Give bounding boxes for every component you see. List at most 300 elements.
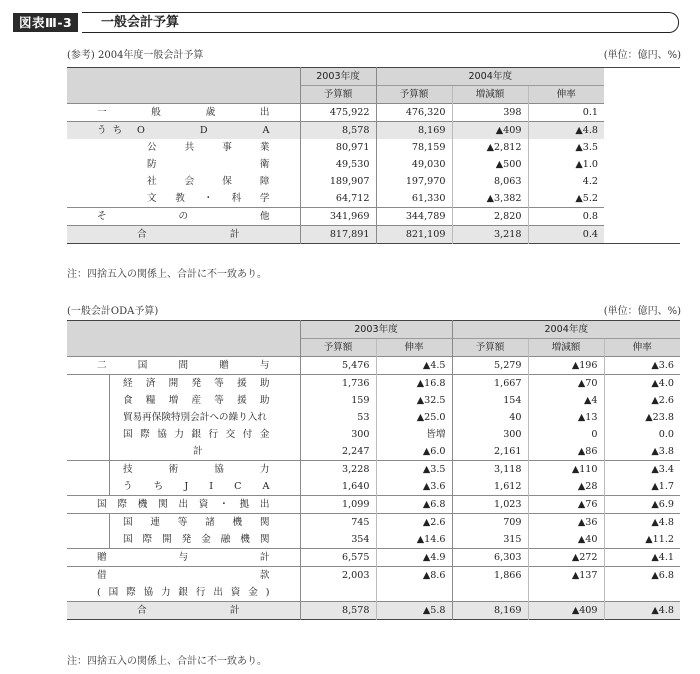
row-label-cell bbox=[67, 190, 300, 208]
cell-a: 300 bbox=[300, 426, 376, 443]
label-char: 技 bbox=[123, 464, 133, 475]
label-char: 協 bbox=[143, 587, 154, 598]
cell-c: 1,023 bbox=[452, 496, 528, 514]
row-label-cell bbox=[67, 496, 300, 514]
label-char: そ bbox=[97, 211, 107, 222]
row-label-cell bbox=[67, 409, 300, 426]
table-row bbox=[67, 549, 680, 567]
row-label-cell bbox=[67, 208, 300, 226]
oda-budget-table bbox=[67, 320, 680, 620]
table-row bbox=[67, 478, 680, 496]
row-label bbox=[147, 139, 270, 156]
table2-head-2004: 2004年度 bbox=[452, 321, 680, 339]
label-char: 事 bbox=[222, 142, 232, 153]
row-label-cell bbox=[67, 602, 300, 620]
table-row bbox=[67, 602, 680, 620]
cell-a: 2,247 bbox=[300, 443, 376, 461]
row-label bbox=[137, 226, 240, 243]
label-char: 与 bbox=[259, 360, 270, 371]
cell-e: ▲6.8 bbox=[604, 567, 680, 585]
table-row bbox=[67, 531, 680, 549]
row-label-cell bbox=[67, 531, 300, 549]
table-row bbox=[67, 584, 680, 602]
row-label-cell bbox=[67, 357, 300, 375]
row-prefix: うち bbox=[97, 125, 129, 136]
table2-col-budget-2004: 予算額 bbox=[452, 339, 528, 357]
row-label bbox=[123, 514, 270, 531]
row-label bbox=[137, 122, 270, 139]
cell-b: ▲4.9 bbox=[376, 549, 452, 567]
row-label-cell bbox=[67, 514, 300, 532]
label-char: 援 bbox=[237, 378, 247, 389]
label-char: 助 bbox=[259, 378, 270, 389]
cell-change: ▲2,812 bbox=[452, 139, 528, 156]
row-label bbox=[137, 602, 240, 619]
label-char: 合 bbox=[137, 229, 147, 240]
cell-d: ▲13 bbox=[528, 409, 604, 426]
row-label-cell bbox=[67, 156, 300, 173]
cell-b bbox=[376, 584, 452, 602]
cell-e: ▲6.9 bbox=[604, 496, 680, 514]
row-label: 計 bbox=[193, 446, 203, 457]
cell-b: ▲25.0 bbox=[376, 409, 452, 426]
cell-c: 315 bbox=[452, 531, 528, 549]
label-char: 連 bbox=[150, 517, 160, 528]
cell-e: ▲4.8 bbox=[604, 602, 680, 620]
cell-rate: ▲4.8 bbox=[528, 122, 604, 140]
cell-e: ▲3.6 bbox=[604, 357, 680, 375]
label-char: の bbox=[178, 211, 189, 222]
label-char: 力 bbox=[174, 429, 184, 440]
label-char: 際 bbox=[142, 534, 153, 545]
cell-d: ▲70 bbox=[528, 375, 604, 393]
cell-rate: 0.1 bbox=[528, 104, 604, 122]
cell-b: ▲2.6 bbox=[376, 514, 452, 532]
cell-c: 1,612 bbox=[452, 478, 528, 496]
table1-unit: (単位：億円、%) bbox=[603, 50, 681, 61]
label-char: 計 bbox=[229, 605, 240, 616]
label-char: 般 bbox=[151, 107, 161, 118]
label-char: 出 bbox=[178, 499, 189, 510]
row-label bbox=[147, 173, 270, 190]
table-row bbox=[67, 357, 680, 375]
cell-e: ▲3.4 bbox=[604, 461, 680, 479]
label-char: O bbox=[137, 125, 145, 136]
row-label-cell bbox=[67, 567, 300, 585]
row-label-cell bbox=[67, 173, 300, 190]
label-char: 学 bbox=[259, 193, 270, 204]
label-char: 合 bbox=[137, 605, 147, 616]
cell-c: 8,169 bbox=[452, 602, 528, 620]
label-char: 関 bbox=[158, 499, 168, 510]
row-label bbox=[147, 156, 270, 173]
cell-v2003: 8,578 bbox=[300, 122, 376, 140]
label-char: 公 bbox=[147, 142, 157, 153]
cell-d: ▲86 bbox=[528, 443, 604, 461]
label-char: 歳 bbox=[205, 107, 216, 118]
cell-change: 8,063 bbox=[452, 173, 528, 190]
cell-a: 354 bbox=[300, 531, 376, 549]
label-char: 済 bbox=[145, 378, 156, 389]
label-char: 国 bbox=[97, 499, 107, 510]
cell-c: 5,279 bbox=[452, 357, 528, 375]
cell-e: ▲11.2 bbox=[604, 531, 680, 549]
cell-c: 40 bbox=[452, 409, 528, 426]
label-char: 諸 bbox=[205, 517, 215, 528]
cell-v2004: 821,109 bbox=[376, 226, 452, 244]
table2-note: 注：四捨五入の関係上、合計に不一致あり。 bbox=[67, 656, 267, 667]
label-char: 行 bbox=[195, 587, 206, 598]
cell-rate: ▲3.5 bbox=[528, 139, 604, 156]
table-row bbox=[67, 104, 680, 122]
cell-c: 300 bbox=[452, 426, 528, 443]
row-label-cell bbox=[67, 549, 300, 567]
label-char: 際 bbox=[126, 587, 136, 598]
table2-col-change: 増減額 bbox=[528, 339, 604, 357]
cell-b: ▲6.8 bbox=[376, 496, 452, 514]
label-char: 糧 bbox=[145, 395, 156, 406]
table1-col-change: 増減額 bbox=[452, 86, 528, 104]
cell-c bbox=[452, 584, 528, 602]
row-label: 貿易再保険特別会計への繰り入れ bbox=[123, 412, 267, 423]
cell-a: 5,476 bbox=[300, 357, 376, 375]
table-row bbox=[67, 226, 680, 244]
label-char: ・ bbox=[203, 193, 214, 204]
table-row bbox=[67, 461, 680, 479]
cell-rate: 4.2 bbox=[528, 173, 604, 190]
row-label-cell bbox=[67, 443, 300, 461]
label-char: 関 bbox=[259, 534, 270, 545]
table1-col-rate: 伸率 bbox=[528, 86, 604, 104]
cell-e: ▲23.8 bbox=[604, 409, 680, 426]
cell-b: ▲3.5 bbox=[376, 461, 452, 479]
cell-d: ▲110 bbox=[528, 461, 604, 479]
label-char: I bbox=[209, 481, 214, 492]
table1-col-budget-2004: 予算額 bbox=[376, 86, 452, 104]
label-char: C bbox=[234, 481, 242, 492]
cell-v2004: 78,159 bbox=[376, 139, 452, 156]
label-char: 機 bbox=[232, 517, 243, 528]
label-char: J bbox=[184, 481, 189, 492]
label-char: 機 bbox=[137, 499, 148, 510]
label-char: 防 bbox=[147, 159, 157, 170]
figure-number-tag: 図表Ⅲ-3 bbox=[13, 13, 78, 32]
row-label-cell bbox=[67, 392, 300, 409]
row-label bbox=[97, 549, 270, 566]
cell-e: 0.0 bbox=[604, 426, 680, 443]
cell-e: ▲4.1 bbox=[604, 549, 680, 567]
cell-d: ▲36 bbox=[528, 514, 604, 532]
label-char: ち bbox=[153, 481, 164, 492]
table-row bbox=[67, 208, 680, 226]
row-label-cell bbox=[67, 584, 300, 602]
label-char: 経 bbox=[123, 378, 133, 389]
cell-a: 8,578 bbox=[300, 602, 376, 620]
label-char: 社 bbox=[147, 176, 157, 187]
table-row bbox=[67, 496, 680, 514]
table1-caption: (参考) 2004年度一般会計予算 bbox=[67, 50, 204, 61]
cell-e: ▲1.7 bbox=[604, 478, 680, 496]
row-label bbox=[97, 208, 270, 225]
table2-header-row2 bbox=[67, 339, 680, 357]
label-char: 国 bbox=[108, 587, 119, 598]
label-char: 開 bbox=[168, 378, 179, 389]
label-char: 出 bbox=[259, 107, 270, 118]
table-row bbox=[67, 443, 680, 461]
label-char: D bbox=[199, 125, 208, 136]
cell-rate: 0.4 bbox=[528, 226, 604, 244]
table-row bbox=[67, 426, 680, 443]
cell-b: ▲32.5 bbox=[376, 392, 452, 409]
table-row bbox=[67, 375, 680, 393]
label-char: 共 bbox=[184, 142, 195, 153]
label-char: 付 bbox=[242, 429, 253, 440]
cell-c: 3,118 bbox=[452, 461, 528, 479]
label-char: 等 bbox=[214, 395, 224, 406]
label-char: 際 bbox=[117, 499, 127, 510]
label-char: 協 bbox=[157, 429, 167, 440]
cell-a: 1,099 bbox=[300, 496, 376, 514]
label-char: 計 bbox=[229, 229, 240, 240]
label-char: 機 bbox=[240, 534, 250, 545]
label-char: ) bbox=[265, 587, 270, 598]
table-row bbox=[67, 409, 680, 426]
label-char: 拠 bbox=[239, 499, 250, 510]
label-char: 国 bbox=[123, 534, 133, 545]
cell-a: 2,003 bbox=[300, 567, 376, 585]
table-row bbox=[67, 392, 680, 409]
label-char: ・ bbox=[219, 499, 229, 510]
cell-rate: ▲1.0 bbox=[528, 156, 604, 173]
table1-head-2004: 2004年度 bbox=[376, 68, 604, 86]
row-label bbox=[123, 531, 270, 548]
cell-change: ▲409 bbox=[452, 122, 528, 140]
cell-d: ▲28 bbox=[528, 478, 604, 496]
row-label-cell bbox=[67, 226, 300, 244]
label-char: 金 bbox=[259, 429, 270, 440]
figure-title: 一般会計予算 bbox=[101, 15, 180, 30]
cell-change: ▲3,382 bbox=[452, 190, 528, 208]
label-char: 力 bbox=[259, 464, 270, 475]
label-char: 発 bbox=[181, 534, 192, 545]
label-char: 借 bbox=[97, 570, 107, 581]
cell-v2003: 475,922 bbox=[300, 104, 376, 122]
table2-col-rate-2003: 伸率 bbox=[376, 339, 452, 357]
row-label-cell bbox=[67, 478, 300, 496]
cell-change: 3,218 bbox=[452, 226, 528, 244]
cell-a: 159 bbox=[300, 392, 376, 409]
row-label bbox=[123, 375, 270, 392]
row-label-cell bbox=[67, 426, 300, 443]
cell-change: ▲500 bbox=[452, 156, 528, 173]
label-char: 融 bbox=[220, 534, 231, 545]
label-char: 出 bbox=[213, 587, 223, 598]
table-row bbox=[67, 156, 680, 173]
cell-v2003: 817,891 bbox=[300, 226, 376, 244]
figure-header bbox=[13, 12, 684, 34]
label-char: 国 bbox=[137, 360, 148, 371]
label-char: 等 bbox=[214, 378, 224, 389]
cell-c: 709 bbox=[452, 514, 528, 532]
cell-d bbox=[528, 584, 604, 602]
label-char: ( bbox=[97, 587, 101, 598]
table-row bbox=[67, 514, 680, 532]
general-account-budget-table bbox=[67, 67, 680, 244]
label-char: 資 bbox=[230, 587, 241, 598]
cell-e bbox=[604, 584, 680, 602]
cell-d: 0 bbox=[528, 426, 604, 443]
row-label bbox=[123, 426, 270, 443]
cell-a: 6,575 bbox=[300, 549, 376, 567]
label-char: 産 bbox=[191, 395, 202, 406]
cell-v2004: 61,330 bbox=[376, 190, 452, 208]
label-char: 助 bbox=[259, 395, 270, 406]
label-char: 行 bbox=[208, 429, 219, 440]
table-row bbox=[67, 173, 680, 190]
cell-v2003: 64,712 bbox=[300, 190, 376, 208]
label-char: 発 bbox=[191, 378, 202, 389]
row-label-cell bbox=[67, 122, 300, 140]
cell-c: 6,303 bbox=[452, 549, 528, 567]
label-char: 協 bbox=[214, 464, 224, 475]
label-char: う bbox=[123, 481, 133, 492]
cell-v2004: 49,030 bbox=[376, 156, 452, 173]
cell-b: ▲8.6 bbox=[376, 567, 452, 585]
cell-e: ▲4.0 bbox=[604, 375, 680, 393]
label-char: 障 bbox=[259, 176, 270, 187]
table2-head-2003: 2003年度 bbox=[300, 321, 452, 339]
label-char: 計 bbox=[259, 552, 270, 563]
cell-v2004: 197,970 bbox=[376, 173, 452, 190]
label-char: 二 bbox=[97, 360, 107, 371]
cell-v2004: 344,789 bbox=[376, 208, 452, 226]
label-char: 出 bbox=[259, 499, 270, 510]
table2-unit: (単位：億円、%) bbox=[603, 306, 681, 317]
label-char: 款 bbox=[259, 570, 270, 581]
cell-a: 1,736 bbox=[300, 375, 376, 393]
cell-v2003: 80,971 bbox=[300, 139, 376, 156]
label-char: 際 bbox=[140, 429, 150, 440]
table1-col-budget-2003: 予算額 bbox=[300, 86, 376, 104]
label-char: 他 bbox=[259, 211, 270, 222]
cell-c: 1,866 bbox=[452, 567, 528, 585]
row-label bbox=[123, 478, 270, 495]
cell-a: 1,640 bbox=[300, 478, 376, 496]
label-char: 交 bbox=[225, 429, 236, 440]
cell-a: 745 bbox=[300, 514, 376, 532]
label-char: 力 bbox=[160, 587, 171, 598]
cell-c: 1,667 bbox=[452, 375, 528, 393]
row-label bbox=[123, 461, 270, 478]
cell-d: ▲196 bbox=[528, 357, 604, 375]
label-char: 科 bbox=[231, 193, 242, 204]
row-label-cell bbox=[67, 461, 300, 479]
cell-d: ▲40 bbox=[528, 531, 604, 549]
cell-rate: 0.8 bbox=[528, 208, 604, 226]
cell-v2004: 8,169 bbox=[376, 122, 452, 140]
label-char: A bbox=[262, 481, 270, 492]
cell-a bbox=[300, 584, 376, 602]
label-char: 贈 bbox=[219, 360, 229, 371]
table2-header-row1 bbox=[67, 321, 680, 339]
label-char: 資 bbox=[198, 499, 209, 510]
table-row bbox=[67, 139, 680, 156]
cell-c: 2,161 bbox=[452, 443, 528, 461]
label-char: 与 bbox=[178, 552, 189, 563]
label-char: 保 bbox=[222, 176, 232, 187]
cell-change: 398 bbox=[452, 104, 528, 122]
row-label bbox=[147, 190, 270, 207]
row-label-cell bbox=[67, 139, 300, 156]
cell-b: ▲14.6 bbox=[376, 531, 452, 549]
cell-b: ▲5.8 bbox=[376, 602, 452, 620]
label-char: 金 bbox=[248, 587, 258, 598]
row-label bbox=[123, 392, 270, 409]
table2-col-budget-2003: 予算額 bbox=[300, 339, 376, 357]
cell-v2003: 341,969 bbox=[300, 208, 376, 226]
label-char: 衛 bbox=[259, 159, 270, 170]
label-char: 等 bbox=[177, 517, 188, 528]
label-char: 会 bbox=[184, 176, 195, 187]
label-char: 国 bbox=[123, 429, 133, 440]
cell-d: ▲137 bbox=[528, 567, 604, 585]
cell-b: 皆増 bbox=[376, 426, 452, 443]
cell-rate: ▲5.2 bbox=[528, 190, 604, 208]
table2-caption: (一般会計ODA予算) bbox=[67, 306, 159, 317]
row-label bbox=[97, 567, 270, 584]
row-label bbox=[97, 496, 270, 513]
label-char: 間 bbox=[178, 360, 189, 371]
cell-c: 154 bbox=[452, 392, 528, 409]
cell-v2003: 189,907 bbox=[300, 173, 376, 190]
cell-d: ▲272 bbox=[528, 549, 604, 567]
row-label bbox=[97, 357, 270, 374]
cell-v2003: 49,530 bbox=[300, 156, 376, 173]
label-char: 増 bbox=[168, 395, 179, 406]
table-row bbox=[67, 567, 680, 585]
label-char: 援 bbox=[237, 395, 247, 406]
table1-note: 注：四捨五入の関係上、合計に不一致あり。 bbox=[67, 269, 267, 280]
table1-header-row1 bbox=[67, 68, 680, 86]
row-label bbox=[97, 104, 270, 121]
label-char: 一 bbox=[97, 107, 107, 118]
cell-d: ▲76 bbox=[528, 496, 604, 514]
cell-e: ▲4.8 bbox=[604, 514, 680, 532]
row-label-cell bbox=[67, 375, 300, 393]
label-char: 銀 bbox=[191, 429, 202, 440]
cell-v2004: 476,320 bbox=[376, 104, 452, 122]
label-char: 開 bbox=[162, 534, 172, 545]
cell-a: 3,228 bbox=[300, 461, 376, 479]
cell-change: 2,820 bbox=[452, 208, 528, 226]
label-char: 銀 bbox=[178, 587, 189, 598]
label-char: 金 bbox=[201, 534, 211, 545]
label-char: 文 bbox=[147, 193, 157, 204]
table-row bbox=[67, 190, 680, 208]
cell-b: ▲16.8 bbox=[376, 375, 452, 393]
cell-e: ▲3.8 bbox=[604, 443, 680, 461]
cell-a: 53 bbox=[300, 409, 376, 426]
table1-header-row2 bbox=[67, 86, 680, 104]
label-char: 術 bbox=[168, 464, 179, 475]
table1-head-2003: 2003年度 bbox=[300, 68, 376, 86]
cell-e: ▲2.6 bbox=[604, 392, 680, 409]
label-char: 贈 bbox=[97, 552, 107, 563]
cell-b: ▲6.0 bbox=[376, 443, 452, 461]
row-label bbox=[97, 584, 270, 601]
label-char: 業 bbox=[259, 142, 270, 153]
label-char: 国 bbox=[123, 517, 133, 528]
